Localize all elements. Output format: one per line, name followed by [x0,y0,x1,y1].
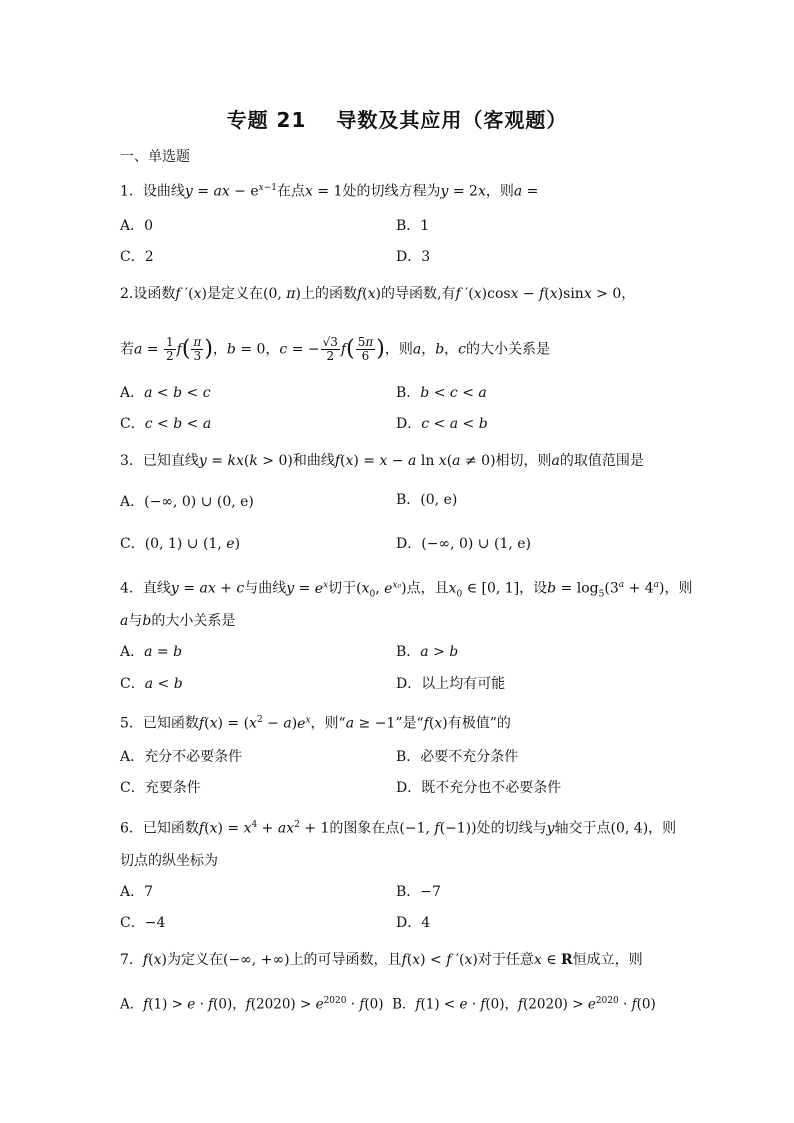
q3-option-a: A．(−∞, 0) ∪ (0, e) [120,494,254,510]
q3-option-b: B．(0, e) [396,492,458,508]
q5-option-a: A．充分不必要条件 [120,749,243,765]
question-4-line-2: a与b的大小关系是 [120,613,236,629]
question-1: 1．设曲线y = ax − $e^{x-1}$在点x = 1处的切线方程为y = 2x，则a = [120,183,539,200]
q1-option-b: B．1 [396,218,430,234]
question-2-line-2: 若a = $\frac{1}{2}$ f( $\frac{\pi}{3}$ )，b = 0，c = − $\frac{√3}{2}$ f( $\frac{5\pi}{6}$ )，则a，b，c的大小关系是 [120,335,550,363]
page-title [0,104,794,133]
q4-option-a: A．a = b [120,644,183,660]
q1-option-c: C．2 [120,249,154,265]
q1-option-d: D．3 [396,249,431,265]
q1-option-a: A．0 [120,218,154,234]
q6-option-a: A．7 [120,884,154,900]
question-3: 3．已知直线y = kx(k > 0)和曲线f(x) = x − a ln x(a ≠ 0)相切，则a的取值范围是 [120,453,644,469]
question-6-line-2: 切点的纵坐标为 [120,853,218,869]
q6-option-c: C．−4 [120,915,166,931]
q6-option-d: D．4 [396,915,431,931]
q5-option-b: B．必要不充分条件 [396,749,519,765]
q7-options-ab: A．f(1) > e · f(0)，$f(2020) > e^{2020} \cdot f(0)$ B．f(1) < e · f(0)，$f(2020) > e^{2020} \cdot f(0)$ [120,996,656,1013]
question-2: 2.设函数f ′(x)是定义在(0, π)上的函数f(x)的导函数,有f ′(x)cosx − f(x)sinx > 0， [120,286,636,302]
q3-option-d: D．(−∞, 0) ∪ (1, e) [396,536,532,552]
q4-option-c: C．a < b [120,676,183,692]
question-5: 5．已知函数$f(x) = (x^2 - a)e^x$，则“a ≥ −1”是“f(x)有极值”的 [120,715,511,732]
q5-option-c: C．充要条件 [120,780,201,796]
q4-option-d: D．以上均有可能 [396,676,506,692]
section-heading: 一、单选题 [120,149,190,165]
q2-option-a: A．a < b < c [120,385,211,401]
question-7: 7．f(x)为定义在(−∞, +∞)上的可导函数，且f(x) < f ′(x)对于任意x ∈ R恒成立，则 [120,952,643,968]
question-6: 6．已知函数$f(x) = x^4 + ax^2 + 1$的图象在点(−1, f(−1))处的切线与y轴交于点(0, 4)，则 [120,820,677,837]
title-main: 导数及其应用（客观题） [336,108,568,132]
q2-option-d: D．c < a < b [396,416,488,432]
q3-option-c: C．(0, 1) ∪ (1, e) [120,536,241,552]
q5-option-d: D．既不充分也不必要条件 [396,780,562,796]
title-prefix: 专题 21 [226,108,307,132]
q6-option-b: B．−7 [396,884,441,900]
q2-option-b: B．b < c < a [396,385,487,401]
q4-option-b: B．a > b [396,644,459,660]
q2-option-c: C．c < b < a [120,416,212,432]
question-4: 4．直线y = ax + c与曲线$y = e^x$切于($x_0$, $e^{x_0}$)点，且$x_0$ ∈ [0, 1]，设$b = \log_5(3^a + 4^a)$，则 [120,580,693,600]
